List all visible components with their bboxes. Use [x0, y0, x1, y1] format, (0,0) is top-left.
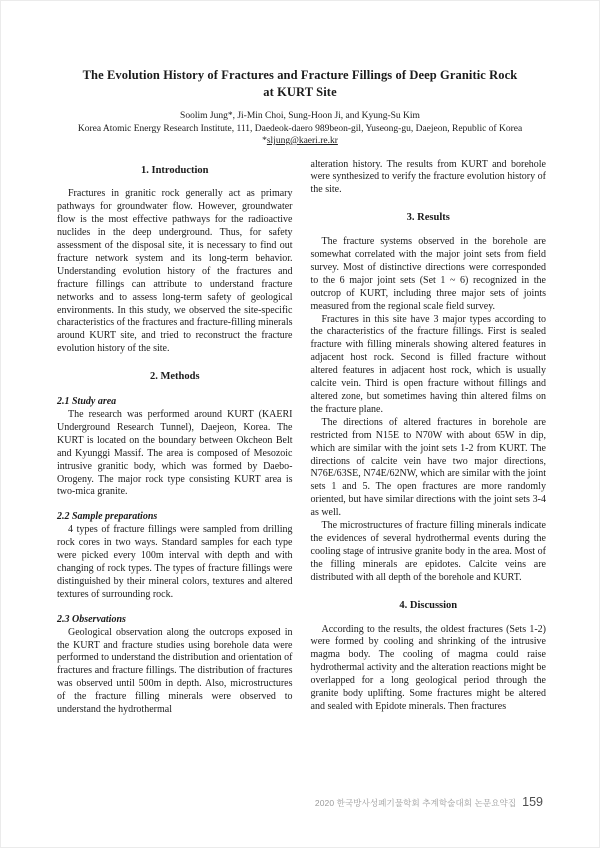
right-column: [311, 159, 547, 717]
paragraph-results-4: The microstructures of fracture filling minerals indicate the evidences of several hydrothermal events during the cooling stage of intrusive granite body in the area. Most of the filling minerals are epidotes. Calcite veins are distributed with all depth of the borehole and KURT.: [310, 520, 546, 583]
paragraph-results-3: The directions of altered fractures in borehole are restricted from N15E to N70W with about 65W in dip, which are similar with the joint sets 1-2 from KURT. The directions of calcite vein have two major directions, N76E/63SE, N74E/62NW, which are similar with the joint sets 1 and 5. The open fractures are more randomly oriented, but have similar directions with the joint sets 3-4 as well.: [310, 416, 546, 519]
proceedings-title: 2020 한국방사성폐기물학회 추계학술대회 논문요약집: [314, 798, 517, 808]
subheading-observations: 2.3 Observations: [57, 613, 126, 625]
subheading-study-area: 2.1 Study area: [57, 396, 117, 408]
paragraph-sample-preparations: 4 types of fracture fillings were sampled from drilling rock cores in two ways. Standard samples for each type were picked every 100m interval with depth and with changing of rock types. The types of fracture fillings were distinguished by their mineral colors, textures and altered textures of surrounding rock.: [57, 524, 293, 600]
heading-introduction: 1. Introduction: [141, 164, 209, 176]
heading-methods: 2. Methods: [149, 371, 200, 383]
left-column: [57, 159, 293, 717]
authors-line: Soolim Jung*, Ji-Min Choi, Sung-Hoon Ji, and Kyung-Su Kim: [180, 111, 420, 121]
paper-header: [1, 1, 599, 148]
paragraph-observations-continued: alteration history. The results from KURT and borehole were synthesized to verify the fracture evolution history of the site.: [310, 158, 546, 196]
paper-title-line2: at KURT Site: [263, 84, 337, 99]
email-line: [1, 135, 599, 148]
page-number: 159: [522, 795, 543, 809]
paragraph-results-2: Fractures in this site have 3 major types according to the characteristics of the fracture fillings. First is sealed fracture with filling minerals showing altered features in adjacent host rock. Second is filled fracture without altered features in adjacent host rock, which is usually calcite vein. Third is open fracture without fillings and altered zone, but sometimes having thin altered films on the fracture plane.: [310, 313, 546, 415]
paper-title: [1, 67, 599, 100]
paragraph-study-area: The research was performed around KURT (KAERI Underground Research Tunnel), Daejeon, Korea. The KURT is located on the boundary between Okcheon Belt and Kyunggi Massif. The area is composed of Mesozoic intrusive granitic body, which was formed by Daebo-Orogeny. The major rock type consisting KURT area is two-mica granite.: [57, 409, 293, 498]
page-footer: [315, 795, 543, 809]
heading-discussion: 4. Discussion: [399, 599, 458, 611]
heading-results: 3. Results: [406, 212, 450, 224]
paper-title-line1: The Evolution History of Fractures and Fracture Fillings of Deep Granitic Rock: [82, 68, 518, 82]
two-column-body: [1, 159, 599, 717]
email-link[interactable]: sljung@kaeri.re.kr: [266, 136, 338, 146]
paragraph-results-1: The fracture systems observed in the borehole are somewhat correlated with the major joint sets from field survey. Most of distinctive directions were corresponded to the 6 major joint sets (Set 1 ~ 6) recognized in the outcrop of KURT, including three major sets of joints measured from the regional scale field survey.: [310, 236, 546, 312]
subheading-sample-preparations: 2.2 Sample preparations: [57, 511, 158, 523]
email-marker: *: [262, 136, 267, 146]
paragraph-discussion: According to the results, the oldest fractures (Sets 1-2) were formed by cooling and shrinking of the intrusive magma body. The cooling of magma could raise hydrothermal activity and the alteration reactions might be overlapped for a long geological period through the granite body uplifting. Some fractures might be altered and sealed with Epidote minerals. Then fractures: [310, 623, 546, 712]
affiliation-line: Korea Atomic Energy Research Institute, 111, Daedeok-daero 989beon-gil, Yuseong-gu, Daejeon, Republic of Korea: [77, 123, 523, 134]
paragraph-observations: Geological observation along the outcrops exposed in the KURT and fracture studies using borehole data were performed to understand the distribution and orientation of fractures and fracture fillings. The distribution of fractures was observed until 500m in depth. Also, microstructures of the fracture filling minerals were observed to understand the hydrothermal: [57, 626, 293, 716]
paragraph-introduction: Fractures in granitic rock generally act as primary pathways for groundwater flow. However, groundwater flow is the most effective pathways for the radioactive nuclides in the deep underground. Thus, for safety assessment of the disposal site, it is necessary to find out fracture network system and its long-term behavior. Understanding evolution history of the fractures and fracture fillings can attribute to understand fracture networks and to assess long-term safety of geological environments. In this study, we observed the site-specific characteristics of the fractures and fracture-filling minerals around KURT site, and tried to reconstruct the fracture evolution history of the site.: [57, 188, 293, 355]
